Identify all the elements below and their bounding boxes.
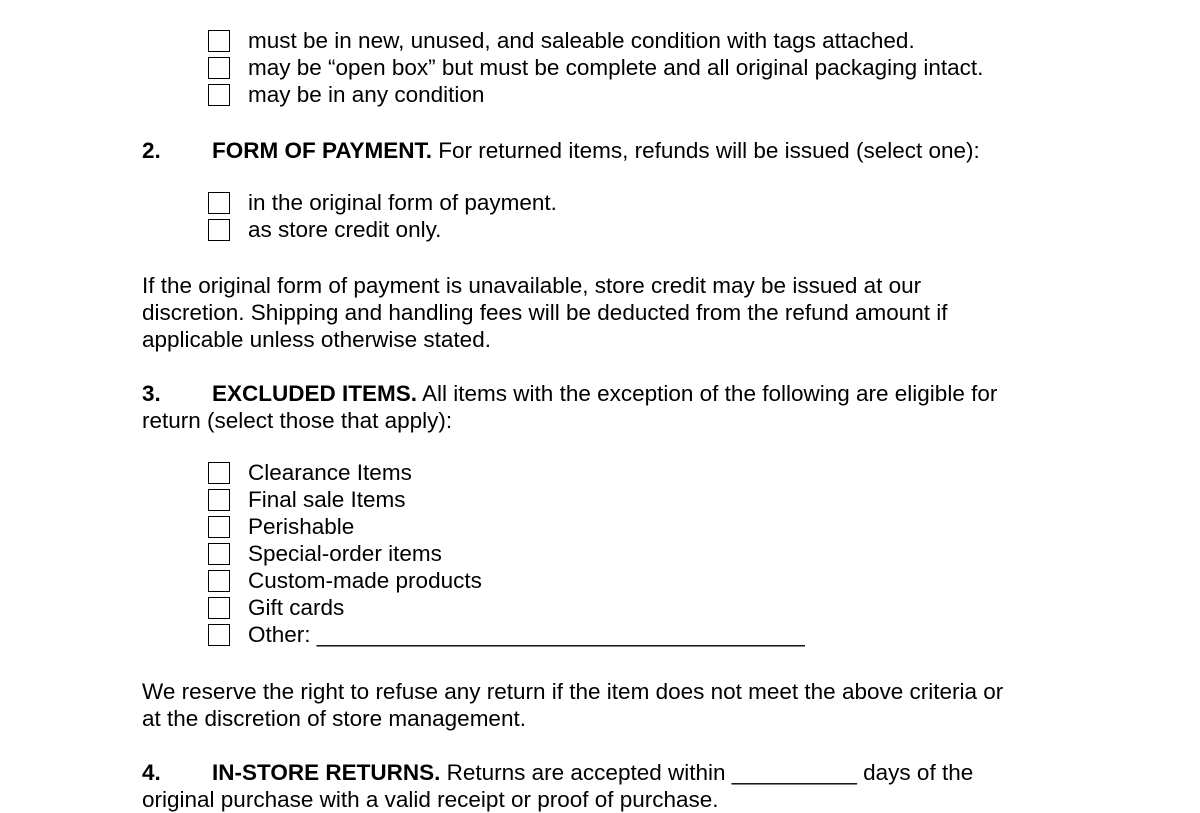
section-number: 4. xyxy=(142,760,161,785)
option-label: must be in new, unused, and saleable condition with tags attached. xyxy=(248,28,915,53)
option-label: Clearance Items xyxy=(248,460,412,485)
option-label: may be in any condition xyxy=(248,82,485,107)
section-text-with-days-blank[interactable]: Returns are accepted within __________ days of the xyxy=(440,760,974,785)
section-heading: FORM OF PAYMENT. xyxy=(212,138,433,163)
section-intro: All items with the exception of the following are eligible for xyxy=(417,381,998,406)
option-label: Final sale Items xyxy=(248,487,406,512)
section-heading: EXCLUDED ITEMS. xyxy=(212,381,418,406)
section-number: 2. xyxy=(142,138,161,163)
checkbox[interactable] xyxy=(208,489,230,511)
checkbox[interactable] xyxy=(208,84,230,106)
section-intro: For returned items, refunds will be issued (select one): xyxy=(432,138,980,163)
checkbox[interactable] xyxy=(208,624,230,646)
checkbox[interactable] xyxy=(208,30,230,52)
option-label: as store credit only. xyxy=(248,217,442,242)
option-label: Special-order items xyxy=(248,541,442,566)
checkbox[interactable] xyxy=(208,462,230,484)
section-text-continued: original purchase with a valid receipt or proof of purchase. xyxy=(142,787,719,812)
section-intro-continued: return (select those that apply): xyxy=(142,408,453,433)
checkbox[interactable] xyxy=(208,597,230,619)
section-heading-text xyxy=(212,759,973,786)
option-label: in the original form of payment. xyxy=(248,190,557,215)
refusal-note xyxy=(142,678,1082,732)
section-number: 3. xyxy=(142,381,161,406)
checkbox[interactable] xyxy=(208,543,230,565)
paragraph-line: at the discretion of store management. xyxy=(142,706,526,731)
paragraph-line: applicable unless otherwise stated. xyxy=(142,327,491,352)
checkbox[interactable] xyxy=(208,192,230,214)
option-label: Gift cards xyxy=(248,595,345,620)
payment-note xyxy=(142,272,1082,353)
paragraph-line: discretion. Shipping and handling fees will be deducted from the refund amount if xyxy=(142,300,948,325)
paragraph-line: We reserve the right to refuse any return if the item does not meet the above criteria or xyxy=(142,679,1004,704)
section-heading: IN-STORE RETURNS. xyxy=(212,760,441,785)
section-heading-text xyxy=(212,137,980,164)
section-heading-text xyxy=(212,380,997,407)
checkbox[interactable] xyxy=(208,516,230,538)
checkbox[interactable] xyxy=(208,570,230,592)
option-label: Custom-made products xyxy=(248,568,482,593)
option-label: may be “open box” but must be complete and all original packaging intact. xyxy=(248,55,984,80)
checkbox[interactable] xyxy=(208,219,230,241)
option-label: Perishable xyxy=(248,514,355,539)
option-label-other-blank[interactable]: Other: _______________________________________ xyxy=(248,622,805,647)
paragraph-line: If the original form of payment is unavailable, store credit may be issued at our xyxy=(142,273,922,298)
checkbox[interactable] xyxy=(208,57,230,79)
